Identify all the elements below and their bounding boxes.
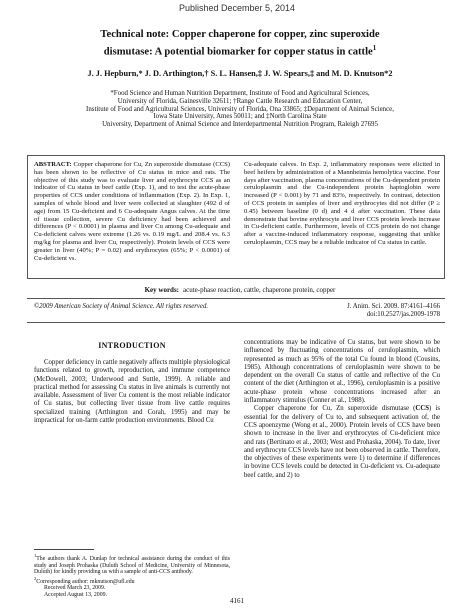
page-number: 4161 xyxy=(230,597,244,605)
intro-paragraph-2: concentrations may be indicative of Cu status, but were shown to be influenced by fluctuating concentrations of ceruloplasmin, which represented as much as 95% of the total Cu found in blood (Cousins, 1985). Although concentrations of ceruloplasmin were shown to be dependent on the overall Cu status of cattle and reflective of the Cu content of the diet (Arthington et al., 1996), ceruloplasmin is a positive acute-phase protein whose concentrations increased after an inflammatory stimulus (Conner et al., 1988). xyxy=(244,339,440,405)
copyright: ©2009 American Society of Animal Science. All rights reserved. xyxy=(34,303,209,310)
keywords-label: Key words: xyxy=(144,286,180,294)
intro-paragraph-3: Copper chaperone for Cu, Zn superoxide dismutase (CCS) is essential for the delivery of Cu to, and subsequent activation of, the CCS apoenzyme (Wong et al., 2000). Protein levels of CCS have been shown to increase in the liver and erythrocytes of Cu-deficient mice and rats (Bertinato et al., 2003; West and Prohaska, 2004). To date, liver and erythrocyte CCS levels have not been observed in cattle. Therefore, the objectives of these experiments were 1) to determine if differences in bovine CCS levels could be detected in Cu-deficient vs. Cu-adequate beef cattle, and 2) to xyxy=(244,405,440,479)
title-footnote-mark: 1 xyxy=(372,43,377,52)
abstract-right-column: Cu-adequate calves. In Exp. 2, inflammatory responses were elicited in beef heifers by administration of a Mannheimia hemolytica vaccine. Four days after vaccination, plasma concentrations of the Cu-dependent protein ceruloplasmin and the Cu-independent protein haptoglobin were increased (P < 0.001) by 71 and 83%, respectively. In contrast, detection of CCS protein in samples of liver and erythrocytes did not differ (P ≥ 0.45) between baseline (0 d) and 4 d after vaccination. These data demonstrate that bovine erythrocyte and liver CCS protein levels increase in Cu-deficient cattle. Furthermore, levels of CCS protein do not change after a vaccine-induced inflammatory response, suggesting that unlike ceruloplasmin, CCS may be a reliable indicator of Cu status in cattle. xyxy=(244,161,440,246)
footnotes xyxy=(34,553,230,598)
affiliation-line: Iowa State University, Ames 50011; and ‡North Carolina State xyxy=(153,113,327,121)
received-date: Received March 23, 2009. xyxy=(44,585,106,592)
divider-top xyxy=(27,298,445,299)
footnote-1: $^1$The authors thank A. Dunlap for technical assistance during the conduct of this study and Joseph Prohaska (Duluth School of Medicine, University of Minnesota, Duluth) for kindly providing us with a sample of anti-CCS antibody. xyxy=(34,553,230,576)
doi: doi:10.2527/jas.2009-1978 xyxy=(366,311,440,318)
section-heading-introduction: INTRODUCTION xyxy=(98,341,166,350)
abstract-left-column xyxy=(34,161,230,262)
author-list: J. J. Hepburn,* J. D. Arthington,† S. L. Hansen,‡ J. W. Spears,‡ and M. D. Knutson*2 xyxy=(87,69,393,78)
body-column-right xyxy=(244,339,440,480)
journal-citation: J. Anim. Sci. 2009. 87:4161–4166 xyxy=(347,303,440,310)
abstract-text-left: Copper chaperone for Cu, Zn superoxide dismutase (CCS) has been shown to be reflective of Cu status in mice and rats. The objective of this study was to evaluate liver and erythrocyte CCS as an indicator of Cu status in beef cattle (Exp. 1), and to test the acute-phase properties of CCS under conditions of inflammation (Exp. 2). In Exp. 1, samples of whole blood and liver were collected at slaughter (492 d of age) from 15 Cu-deficient and 6 Cu-adequate Angus calves. At the time of tissue collection, severe Cu deficiency had been achieved and differences (P < 0.0001) in plasma and liver Cu among Cu-adequate and Cu-deficient calves were extreme (1.26 vs. 0.19 mg/L and 208.4 vs. 6.3 mg/kg for plasma and liver Cu, respectively). Protein levels of CCS were greater in liver (40%; P = 0.02) and erythrocytes (65%; P < 0.0001) of Cu-deficient vs. xyxy=(34,161,230,262)
keywords xyxy=(40,286,440,294)
affiliation-line: Institute of Food and Agricultural Sciences, University of Florida, Ona 33865; ‡Department of Animal Science, xyxy=(86,105,394,113)
footnote-divider xyxy=(34,549,94,550)
title-line-2: dismutase: A potential biomarker for copper status in cattle$^1$ xyxy=(103,43,377,58)
affiliation-line: University of Florida, Gainesville 32611; †Range Cattle Research and Education Center, xyxy=(117,97,363,105)
body-column-left xyxy=(34,359,230,425)
accepted-date: Accepted August 13, 2009. xyxy=(44,591,107,598)
divider-bottom xyxy=(27,322,445,323)
intro-paragraph-1: Copper deficiency in cattle negatively affects multiple physiological functions related to growth, reproduction, and immune competence (McDowell, 2003; Underwood and Suttle, 1999). A reliable and practical method for assessing Cu status in live animals is currently not available. Assessment of liver Cu content is the most reliable indicator of Cu status, but collecting liver tissue from live cattle requires specialized training (Arthington and Corah, 1995) and may be impractical for on-farm cattle production environments. Blood Cu xyxy=(34,359,230,425)
affiliation-line: University, Department of Animal Science and Interdepartmental Nutrition Program, Raleigh 27695 xyxy=(102,121,378,129)
paper-title xyxy=(40,29,440,59)
keywords-text: acute-phase reaction, cattle, chaperone protein, copper xyxy=(183,286,336,294)
abstract-label: ABSTRACT: xyxy=(34,161,72,168)
affiliations xyxy=(50,90,430,129)
footnote-2: $^2$Corresponding author: mknutson@ufl.edu xyxy=(34,575,135,585)
published-date: Published December 5, 2014 xyxy=(178,3,296,13)
abbr-ccs: CCS xyxy=(415,405,430,413)
journal-reference xyxy=(320,303,440,319)
affiliation-line: *Food Science and Human Nutrition Department, Institute of Food and Agricultural Sciences, xyxy=(110,90,370,97)
title-line-1: Technical note: Copper chaperone for copper, zinc superoxide xyxy=(100,29,380,40)
